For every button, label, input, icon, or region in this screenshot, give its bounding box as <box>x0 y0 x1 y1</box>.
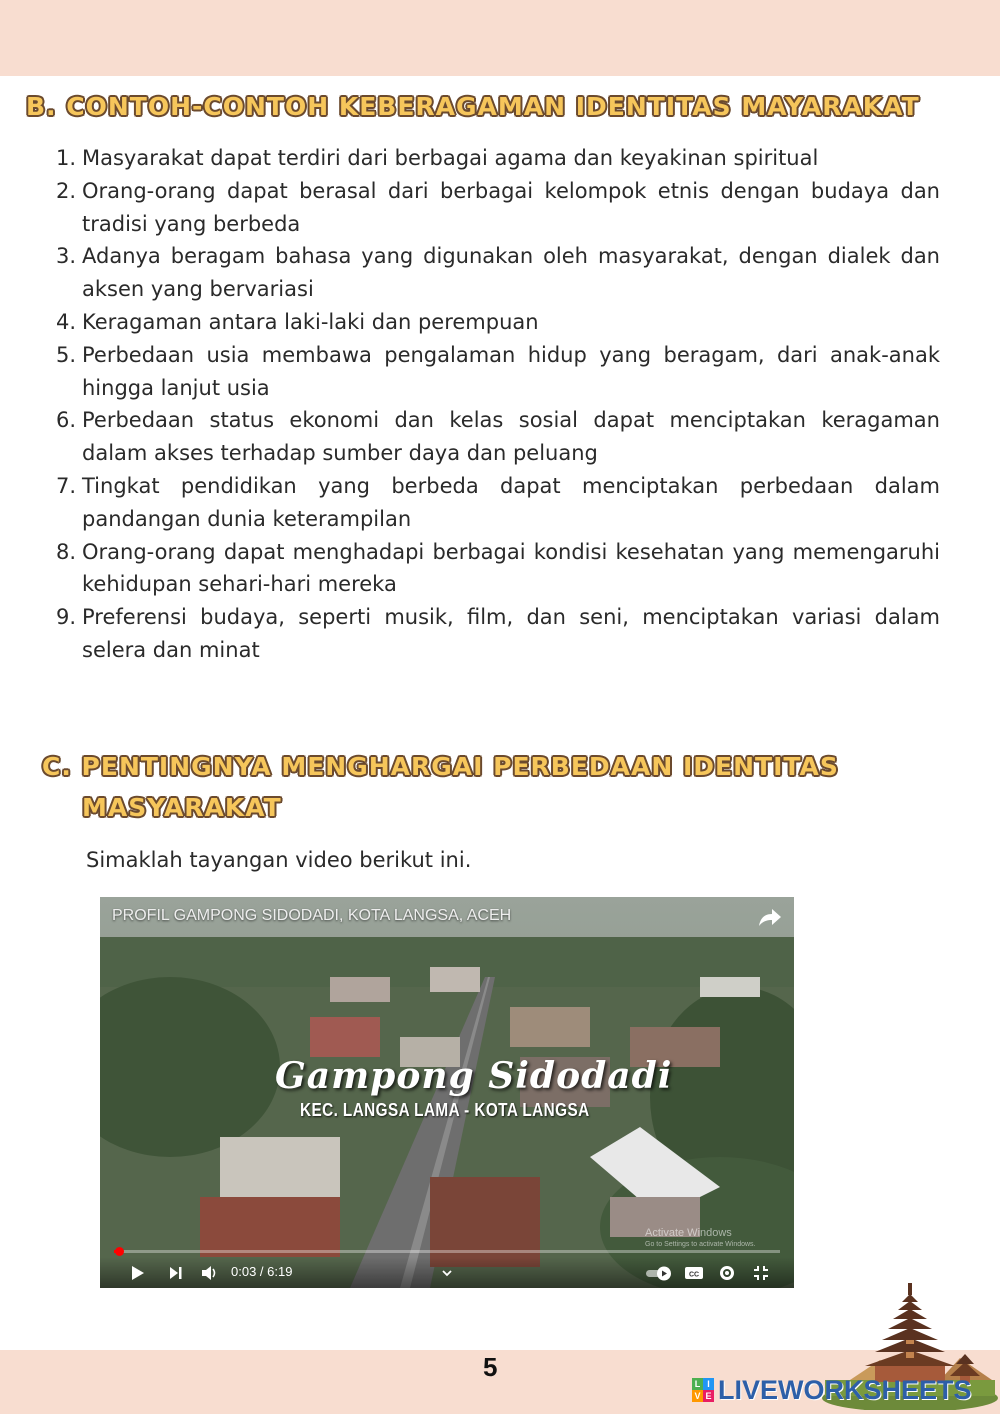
top-band <box>0 0 1000 76</box>
list-item: 8. Orang-orang dapat menghadapi berbagai kondisi kesehatan yang memengaruhi kehidupan sehari-hari mereka <box>56 539 940 597</box>
volume-icon[interactable] <box>200 1264 220 1282</box>
video-time: 0:03 / 6:19 <box>231 1264 293 1279</box>
video-controls <box>100 1257 794 1288</box>
liveworksheets-logo <box>692 1374 972 1406</box>
list-item: 2. Orang-orang dapat berasal dari berbagai kelompok etnis dengan budaya dan tradisi yang berbeda <box>56 178 940 236</box>
section-c-heading-line1: C. PENTINGNYA MENGHARGAI PERBEDAAN IDENTITAS <box>42 752 839 781</box>
chevron-up-icon[interactable] <box>440 1264 454 1282</box>
liveworksheets-brand-text: LIVEWORKSHEETS <box>718 1374 972 1405</box>
video-overlay-subtitle: KEC. LANGSA LAMA - KOTA LANGSA <box>300 1100 590 1120</box>
share-icon[interactable] <box>758 907 782 927</box>
video-intro-text: Simaklah tayangan video berikut ini. <box>86 848 472 872</box>
captions-icon[interactable] <box>684 1264 704 1282</box>
activate-windows-watermark: Activate Windows Go to Settings to activate Windows. <box>645 1227 756 1248</box>
list-item: 5. Perbedaan usia membawa pengalaman hidup yang beragam, dari anak-anak hingga lanjut usia <box>56 342 940 400</box>
exit-fullscreen-icon[interactable] <box>752 1264 770 1282</box>
autoplay-toggle[interactable] <box>644 1264 674 1282</box>
settings-icon[interactable] <box>718 1264 736 1282</box>
svg-text:CC: CC <box>688 1271 700 1279</box>
diversity-examples-list <box>56 142 940 667</box>
section-c-heading-line2: MASYARAKAT <box>82 793 282 822</box>
video-overlay-title: Gampong Sidodadi <box>275 1055 673 1097</box>
video-progress-bar[interactable] <box>114 1250 780 1253</box>
list-item: 6. Perbedaan status ekonomi dan kelas sosial dapat menciptakan keragaman dalam akses terhadap sumber daya dan peluang <box>56 408 940 466</box>
play-icon[interactable] <box>130 1264 146 1282</box>
section-b-heading: B. CONTOH-CONTOH KEBERAGAMAN IDENTITAS MAYARAKAT <box>26 92 920 121</box>
list-item: 4. Keragaman antara laki-laki dan perempuan <box>56 309 539 334</box>
list-item: 7. Tingkat pendidikan yang berbeda dapat menciptakan perbedaan dalam pandangan dunia keterampilan <box>56 473 940 531</box>
list-item: 3. Adanya beragam bahasa yang digunakan oleh masyarakat, dengan dialek dan aksen yang bervariasi <box>56 244 940 302</box>
next-icon[interactable] <box>168 1264 184 1282</box>
page-number: 5 <box>483 1352 498 1382</box>
liveworksheets-badge: L I V E <box>692 1378 714 1402</box>
list-item: 1. Masyarakat dapat terdiri dari berbagai agama dan keyakinan spiritual <box>56 146 819 170</box>
video-title[interactable]: PROFIL GAMPONG SIDODADI, KOTA LANGSA, ACEH <box>112 907 512 924</box>
list-item: 9. Preferensi budaya, seperti musik, film, dan seni, menciptakan variasi dalam selera dan minat <box>56 605 940 662</box>
video-player[interactable] <box>100 897 794 1288</box>
